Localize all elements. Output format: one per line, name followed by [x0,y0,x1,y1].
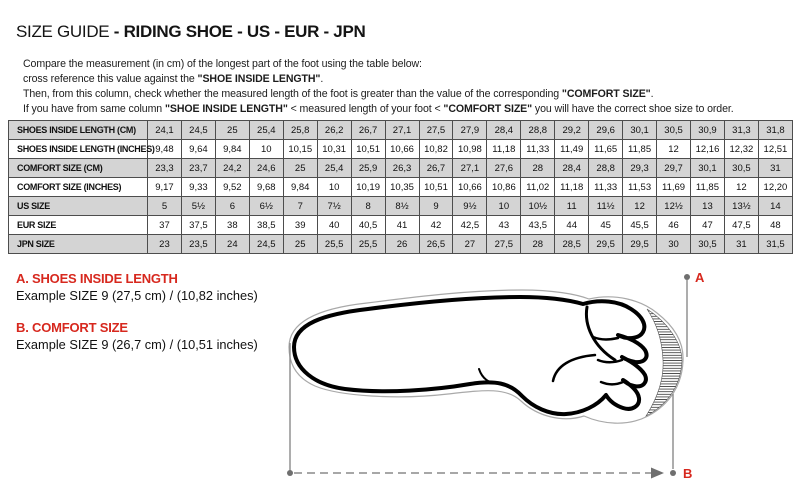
instruction-line-3 [23,87,734,102]
size-cell: 30,1 [691,159,725,178]
size-cell: 30,1 [623,121,657,140]
size-cell: 25,4 [317,159,351,178]
size-cell: 11,85 [623,140,657,159]
size-cell: 12 [657,140,691,159]
size-cell: 24,6 [249,159,283,178]
size-cell: 10,15 [283,140,317,159]
size-cell: 24,5 [249,235,283,254]
size-cell: 28,8 [521,121,555,140]
size-cell: 43,5 [521,216,555,235]
arrow-head-icon [651,468,664,479]
instruction-bold-term: "SHOE INSIDE LENGTH" [164,103,288,115]
size-cell: 12,20 [758,178,792,197]
size-cell: 10 [487,197,521,216]
size-cell: 38 [215,216,249,235]
size-cell: 25,9 [351,159,385,178]
size-cell: 30 [657,235,691,254]
size-cell: 29,3 [623,159,657,178]
instruction-line-1 [23,57,734,72]
size-cell: 28,4 [487,121,521,140]
size-cell: 10½ [521,197,555,216]
instruction-text: Compare the measurement (in cm) of the longest part of the foot using the table below: [23,58,422,70]
size-cell: 9,48 [148,140,182,159]
size-cell: 8 [351,197,385,216]
size-cell: 29,7 [657,159,691,178]
size-cell: 41 [385,216,419,235]
size-cell: 26,3 [385,159,419,178]
size-cell: 12,16 [691,140,725,159]
size-cell: 23 [148,235,182,254]
size-cell: 40,5 [351,216,385,235]
size-cell: 25,5 [351,235,385,254]
instruction-line-2 [23,72,734,87]
row-label: COMFORT SIZE (CM) [9,159,148,178]
size-cell: 11 [555,197,589,216]
size-cell: 28,5 [555,235,589,254]
size-cell: 25,4 [249,121,283,140]
size-cell: 10 [249,140,283,159]
size-cell: 13½ [724,197,758,216]
row-label: US SIZE [9,197,148,216]
size-cell: 28 [521,159,555,178]
size-cell: 26,2 [317,121,351,140]
size-cell: 11½ [589,197,623,216]
instruction-text: cross reference this value against the [23,73,198,85]
size-cell: 11,02 [521,178,555,197]
size-cell: 11,65 [589,140,623,159]
legend-a-title: A. SHOES INSIDE LENGTH [16,271,178,286]
row-label: SHOES INSIDE LENGTH (CM) [9,121,148,140]
size-cell: 45,5 [623,216,657,235]
size-cell: 29,5 [623,235,657,254]
size-cell: 40 [317,216,351,235]
instruction-text: you will have the correct shoe size to order. [532,103,734,115]
size-cell: 27,6 [487,159,521,178]
size-cell: 24 [215,235,249,254]
size-cell: 10,51 [419,178,453,197]
measure-dot-heel [287,470,293,476]
table-row [9,159,793,178]
size-cell: 23,3 [148,159,182,178]
size-cell: 10,86 [487,178,521,197]
size-cell: 11,33 [589,178,623,197]
size-cell: 11,49 [555,140,589,159]
size-cell: 9,17 [148,178,182,197]
size-cell: 9,84 [215,140,249,159]
instruction-text: If you have from same column [23,103,165,115]
size-cell: 10,66 [385,140,419,159]
size-cell: 44 [555,216,589,235]
page-title-main: - RIDING SHOE - US - EUR - JPN [113,22,366,41]
size-cell: 31,8 [758,121,792,140]
size-cell: 10,82 [419,140,453,159]
row-label: JPN SIZE [9,235,148,254]
size-cell: 10 [317,178,351,197]
measure-dot-a [684,274,690,280]
instruction-bold-term: "SHOE INSIDE LENGTH" [197,73,321,85]
page-title-prefix: SIZE GUIDE [16,22,114,41]
size-cell: 30,5 [691,235,725,254]
size-cell: 11,18 [555,178,589,197]
size-cell: 14 [758,197,792,216]
row-label: EUR SIZE [9,216,148,235]
size-cell: 9,68 [249,178,283,197]
size-cell: 31,5 [758,235,792,254]
size-cell: 9,52 [215,178,249,197]
size-cell: 10,51 [351,140,385,159]
size-cell: 39 [283,216,317,235]
size-cell: 31,3 [724,121,758,140]
marker-b-label: B [683,466,693,481]
size-cell: 31 [724,235,758,254]
size-cell: 10,35 [385,178,419,197]
toe-allowance-hatch [646,309,682,416]
size-cell: 12½ [657,197,691,216]
size-cell: 5 [148,197,182,216]
instruction-bold-term: "COMFORT SIZE" [561,88,651,100]
size-cell: 43 [487,216,521,235]
size-cell: 25 [283,235,317,254]
row-label: SHOES INSIDE LENGTH (INCHES) [9,140,148,159]
size-cell: 27,1 [453,159,487,178]
size-cell: 27,9 [453,121,487,140]
size-cell: 29,5 [589,235,623,254]
size-cell: 45 [589,216,623,235]
table-row [9,140,793,159]
size-cell: 11,33 [521,140,555,159]
size-cell: 11,85 [691,178,725,197]
size-cell: 29,6 [589,121,623,140]
size-cell: 9,33 [181,178,215,197]
table-row [9,178,793,197]
legend-b-title: B. COMFORT SIZE [16,320,128,335]
table-row [9,197,793,216]
size-cell: 10,66 [453,178,487,197]
foot-measurement-diagram [285,263,705,503]
size-cell: 37,5 [181,216,215,235]
size-cell: 27 [453,235,487,254]
size-cell: 9,84 [283,178,317,197]
size-cell: 29,2 [555,121,589,140]
size-cell: 10,19 [351,178,385,197]
size-cell: 30,5 [724,159,758,178]
size-cell: 23,7 [181,159,215,178]
table-row [9,121,793,140]
size-cell: 26,7 [351,121,385,140]
size-cell: 25 [283,159,317,178]
size-cell: 9½ [453,197,487,216]
size-cell: 12 [623,197,657,216]
size-cell: 7½ [317,197,351,216]
instruction-text: Then, from this column, check whether the measured length of the foot is greater than the value of the corresponding [23,88,562,100]
size-cell: 30,5 [657,121,691,140]
size-cell: 28 [521,235,555,254]
size-cell: 25 [215,121,249,140]
size-cell: 47,5 [724,216,758,235]
size-cell: 6½ [249,197,283,216]
size-cell: 12,32 [724,140,758,159]
size-cell: 27,1 [385,121,419,140]
table-row [9,216,793,235]
instructions [23,57,734,117]
size-cell: 11,18 [487,140,521,159]
size-cell: 47 [691,216,725,235]
size-cell: 11,53 [623,178,657,197]
size-cell: 23,5 [181,235,215,254]
legend-b-example: Example SIZE 9 (26,7 cm) / (10,51 inches) [16,337,258,352]
marker-a-label: A [695,270,705,285]
size-cell: 27,5 [419,121,453,140]
instruction-text: . [650,88,654,100]
size-cell: 7 [283,197,317,216]
size-cell: 25,5 [317,235,351,254]
row-label: COMFORT SIZE (INCHES) [9,178,148,197]
size-cell: 24,5 [181,121,215,140]
size-cell: 38,5 [249,216,283,235]
size-cell: 26,5 [419,235,453,254]
size-cell: 5½ [181,197,215,216]
size-cell: 24,2 [215,159,249,178]
size-cell: 27,5 [487,235,521,254]
legend-a-example: Example SIZE 9 (27,5 cm) / (10,82 inches) [16,288,258,303]
size-cell: 13 [691,197,725,216]
size-cell: 42 [419,216,453,235]
size-cell: 26 [385,235,419,254]
size-cell: 8½ [385,197,419,216]
size-cell: 48 [758,216,792,235]
size-cell: 46 [657,216,691,235]
size-cell: 30,9 [691,121,725,140]
size-cell: 28,4 [555,159,589,178]
size-cell: 12,51 [758,140,792,159]
size-cell: 37 [148,216,182,235]
size-cell: 6 [215,197,249,216]
measure-dot-b [670,470,676,476]
size-cell: 9,64 [181,140,215,159]
table-row [9,235,793,254]
size-cell: 25,8 [283,121,317,140]
instruction-line-4 [23,102,734,117]
size-cell: 12 [724,178,758,197]
size-cell: 42,5 [453,216,487,235]
instruction-text: < measured length of your foot < [287,103,444,115]
page-title [16,22,365,42]
size-cell: 31 [758,159,792,178]
legend [16,271,258,369]
size-cell: 26,7 [419,159,453,178]
size-cell: 9 [419,197,453,216]
size-cell: 24,1 [148,121,182,140]
instruction-bold-term: "COMFORT SIZE" [443,103,533,115]
size-cell: 10,98 [453,140,487,159]
size-cell: 28,8 [589,159,623,178]
size-cell: 11,69 [657,178,691,197]
size-table [8,120,793,254]
instruction-text: . [320,73,324,85]
size-cell: 10,31 [317,140,351,159]
